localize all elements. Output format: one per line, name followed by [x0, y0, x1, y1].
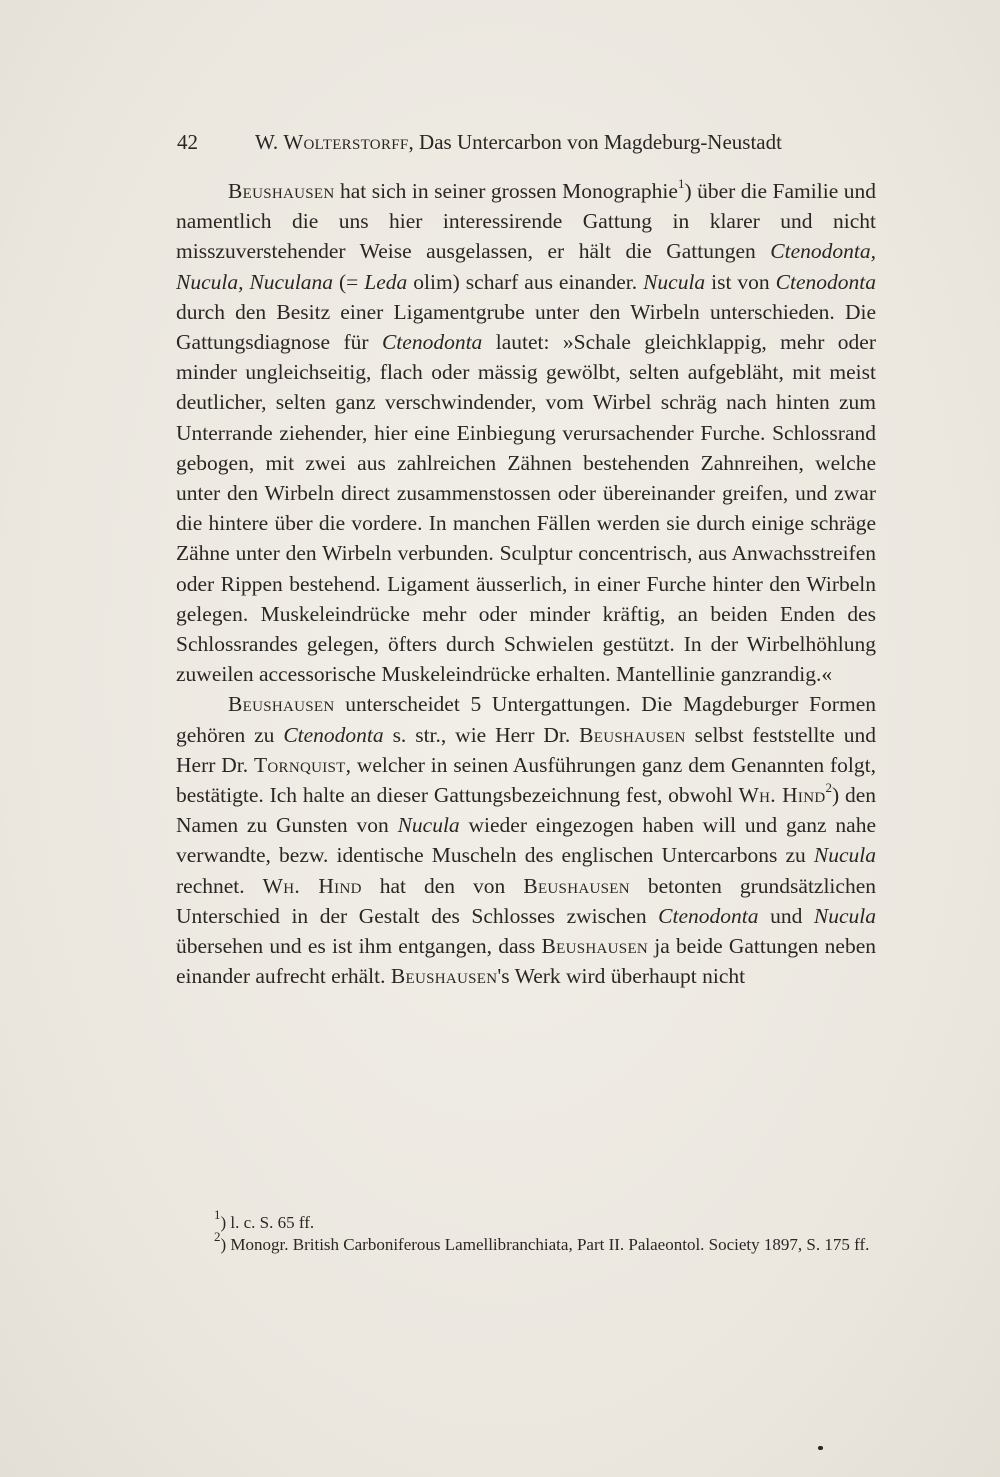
- author-reference: Wh. Hind: [262, 873, 362, 898]
- author-reference: Beushausen: [228, 692, 335, 717]
- italic-term: Leda: [364, 269, 408, 294]
- text-run: wieder eingezogen haben will und ganz nahe verwandte, bezw. identische Muscheln des englischen Untercarbons zu: [176, 813, 876, 868]
- header-title: , Das Untercarbon von Magdeburg-Neustadt: [408, 130, 782, 154]
- text-run: übersehen und es ist ihm entgangen, dass: [176, 934, 542, 959]
- author-reference: Beushausen: [228, 179, 335, 203]
- footnote-1-mark: 1: [214, 1207, 221, 1223]
- author-reference: Wh. Hind: [738, 783, 826, 808]
- text-run: durch den Besitz einer Ligamentgrube unter den Wirbeln unterschieden. Die Gattungsdiagnose für: [176, 299, 876, 355]
- paper-speck: [818, 1446, 823, 1450]
- paragraph-1: [176, 176, 876, 689]
- text-run: betonten grundsätzlichen Unterschied in der Gestalt des Schlosses zwischen: [176, 873, 876, 928]
- text-run: hat sich in seiner grossen Monographie: [334, 179, 678, 203]
- footnote-1: [176, 1207, 876, 1234]
- text-run: ist von: [705, 269, 776, 294]
- text-run: rechnet.: [176, 873, 263, 898]
- footnote-1-text: ) l. c. S. 65 ff.: [220, 1213, 315, 1232]
- text-run: unterscheidet 5 Untergattungen. Die Magdeburger Formen gehören zu: [176, 692, 876, 747]
- author-reference: Beushausen: [390, 964, 498, 989]
- text-run: hat den von: [361, 873, 524, 898]
- text-run: olim) scharf aus einander.: [407, 269, 644, 294]
- italic-term: Ctenodonta: [775, 269, 876, 294]
- italic-term: Ctenodonta: [283, 722, 384, 747]
- author-reference: Beushausen: [523, 873, 630, 898]
- footnote-reference: 1: [677, 175, 685, 191]
- text-run: (=: [333, 269, 365, 294]
- italic-term: Nucula: [397, 813, 460, 838]
- author-reference: Tornquist: [253, 752, 346, 777]
- italic-term: Ctenodonta: [658, 903, 759, 928]
- italic-term: Ctenodonta: [381, 330, 483, 355]
- author-initial: W.: [255, 130, 279, 154]
- text-run: ) den Namen zu Gunsten von: [176, 783, 877, 838]
- footnote-separator: [176, 1205, 876, 1206]
- footnote-2-text: ) Monogr. British Carboniferous Lamellibranchiata, Part II. Palaeontol. Society 1897, S. 175 ff.: [220, 1235, 870, 1254]
- footnote-2-mark: 2: [214, 1229, 221, 1245]
- paragraph-2: [176, 689, 876, 991]
- footnote-2: [176, 1229, 876, 1256]
- text-run: s. str., wie Herr Dr.: [383, 722, 580, 747]
- italic-term: Nucula: [813, 843, 876, 868]
- italic-term: Nucula: [643, 269, 706, 294]
- text-run: 's Werk wird überhaupt nicht: [497, 964, 746, 989]
- text-run: ) über die Familie und namentlich die uns hier interessirende Gattung in klarer und nicht misszuverstehender Weise ausgelassen, er hält die Gattungen: [176, 179, 876, 264]
- author-reference: Beushausen: [579, 722, 686, 747]
- text-run: und: [758, 903, 814, 928]
- author-name: Wolterstorff: [283, 130, 409, 154]
- footnotes: [176, 1207, 876, 1256]
- text-run: ja beide Gattungen neben einander aufrecht erhält.: [176, 934, 876, 989]
- text-run: selbst feststellte und Herr Dr.: [176, 722, 876, 777]
- author-reference: Beushausen: [541, 934, 649, 959]
- text-run: , welcher in seinen Ausführungen ganz dem Genannten folgt, bestätigte. Ich halte an dieser Gattungsbezeichnung fest, obwohl: [176, 752, 877, 808]
- footnote-reference: 2: [825, 779, 832, 795]
- italic-term: Nucula: [813, 903, 876, 928]
- text-run: lautet: »Schale gleichklappig, mehr oder minder ungleichseitig, flach oder mässig gewölbt, selten aufgebläht, mit meist deutlicher, selten ganz verschwindender, vom Wirbel schräg nach hinten zum Unterrande ziehender, hier eine Einbiegung verursachender Furche. Schlossrand gebogen, mit zwei aus zahlreichen Zähnen bestehenden Zahnreihen, welche unter den Wirbeln direct zusammenstossen oder übereinander greifen, und zwar die hintere über die vordere. In manchen Fällen werden sie durch einige schräge Zähne unter den Wirbeln verbunden. Sculptur concentrisch, aus Anwachsstreifen oder Rippen bestehend. Ligament äusserlich, in einer Furche hinter den Wirbeln gelegen. Muskeleindrücke mehr oder minder kräftig, an beiden Enden des Schlossrandes gelegen, öfters durch Schwielen gestützt. In der Wirbelhöhlung zuweilen accessorische Muskeleindrücke erhalten. Mantellinie ganzrandig.«: [176, 330, 876, 687]
- page-number: 42: [177, 130, 198, 154]
- italic-term: Ctenodonta, Nucula, Nuculana: [176, 239, 876, 294]
- body-text: [176, 176, 876, 991]
- running-header: [177, 128, 877, 156]
